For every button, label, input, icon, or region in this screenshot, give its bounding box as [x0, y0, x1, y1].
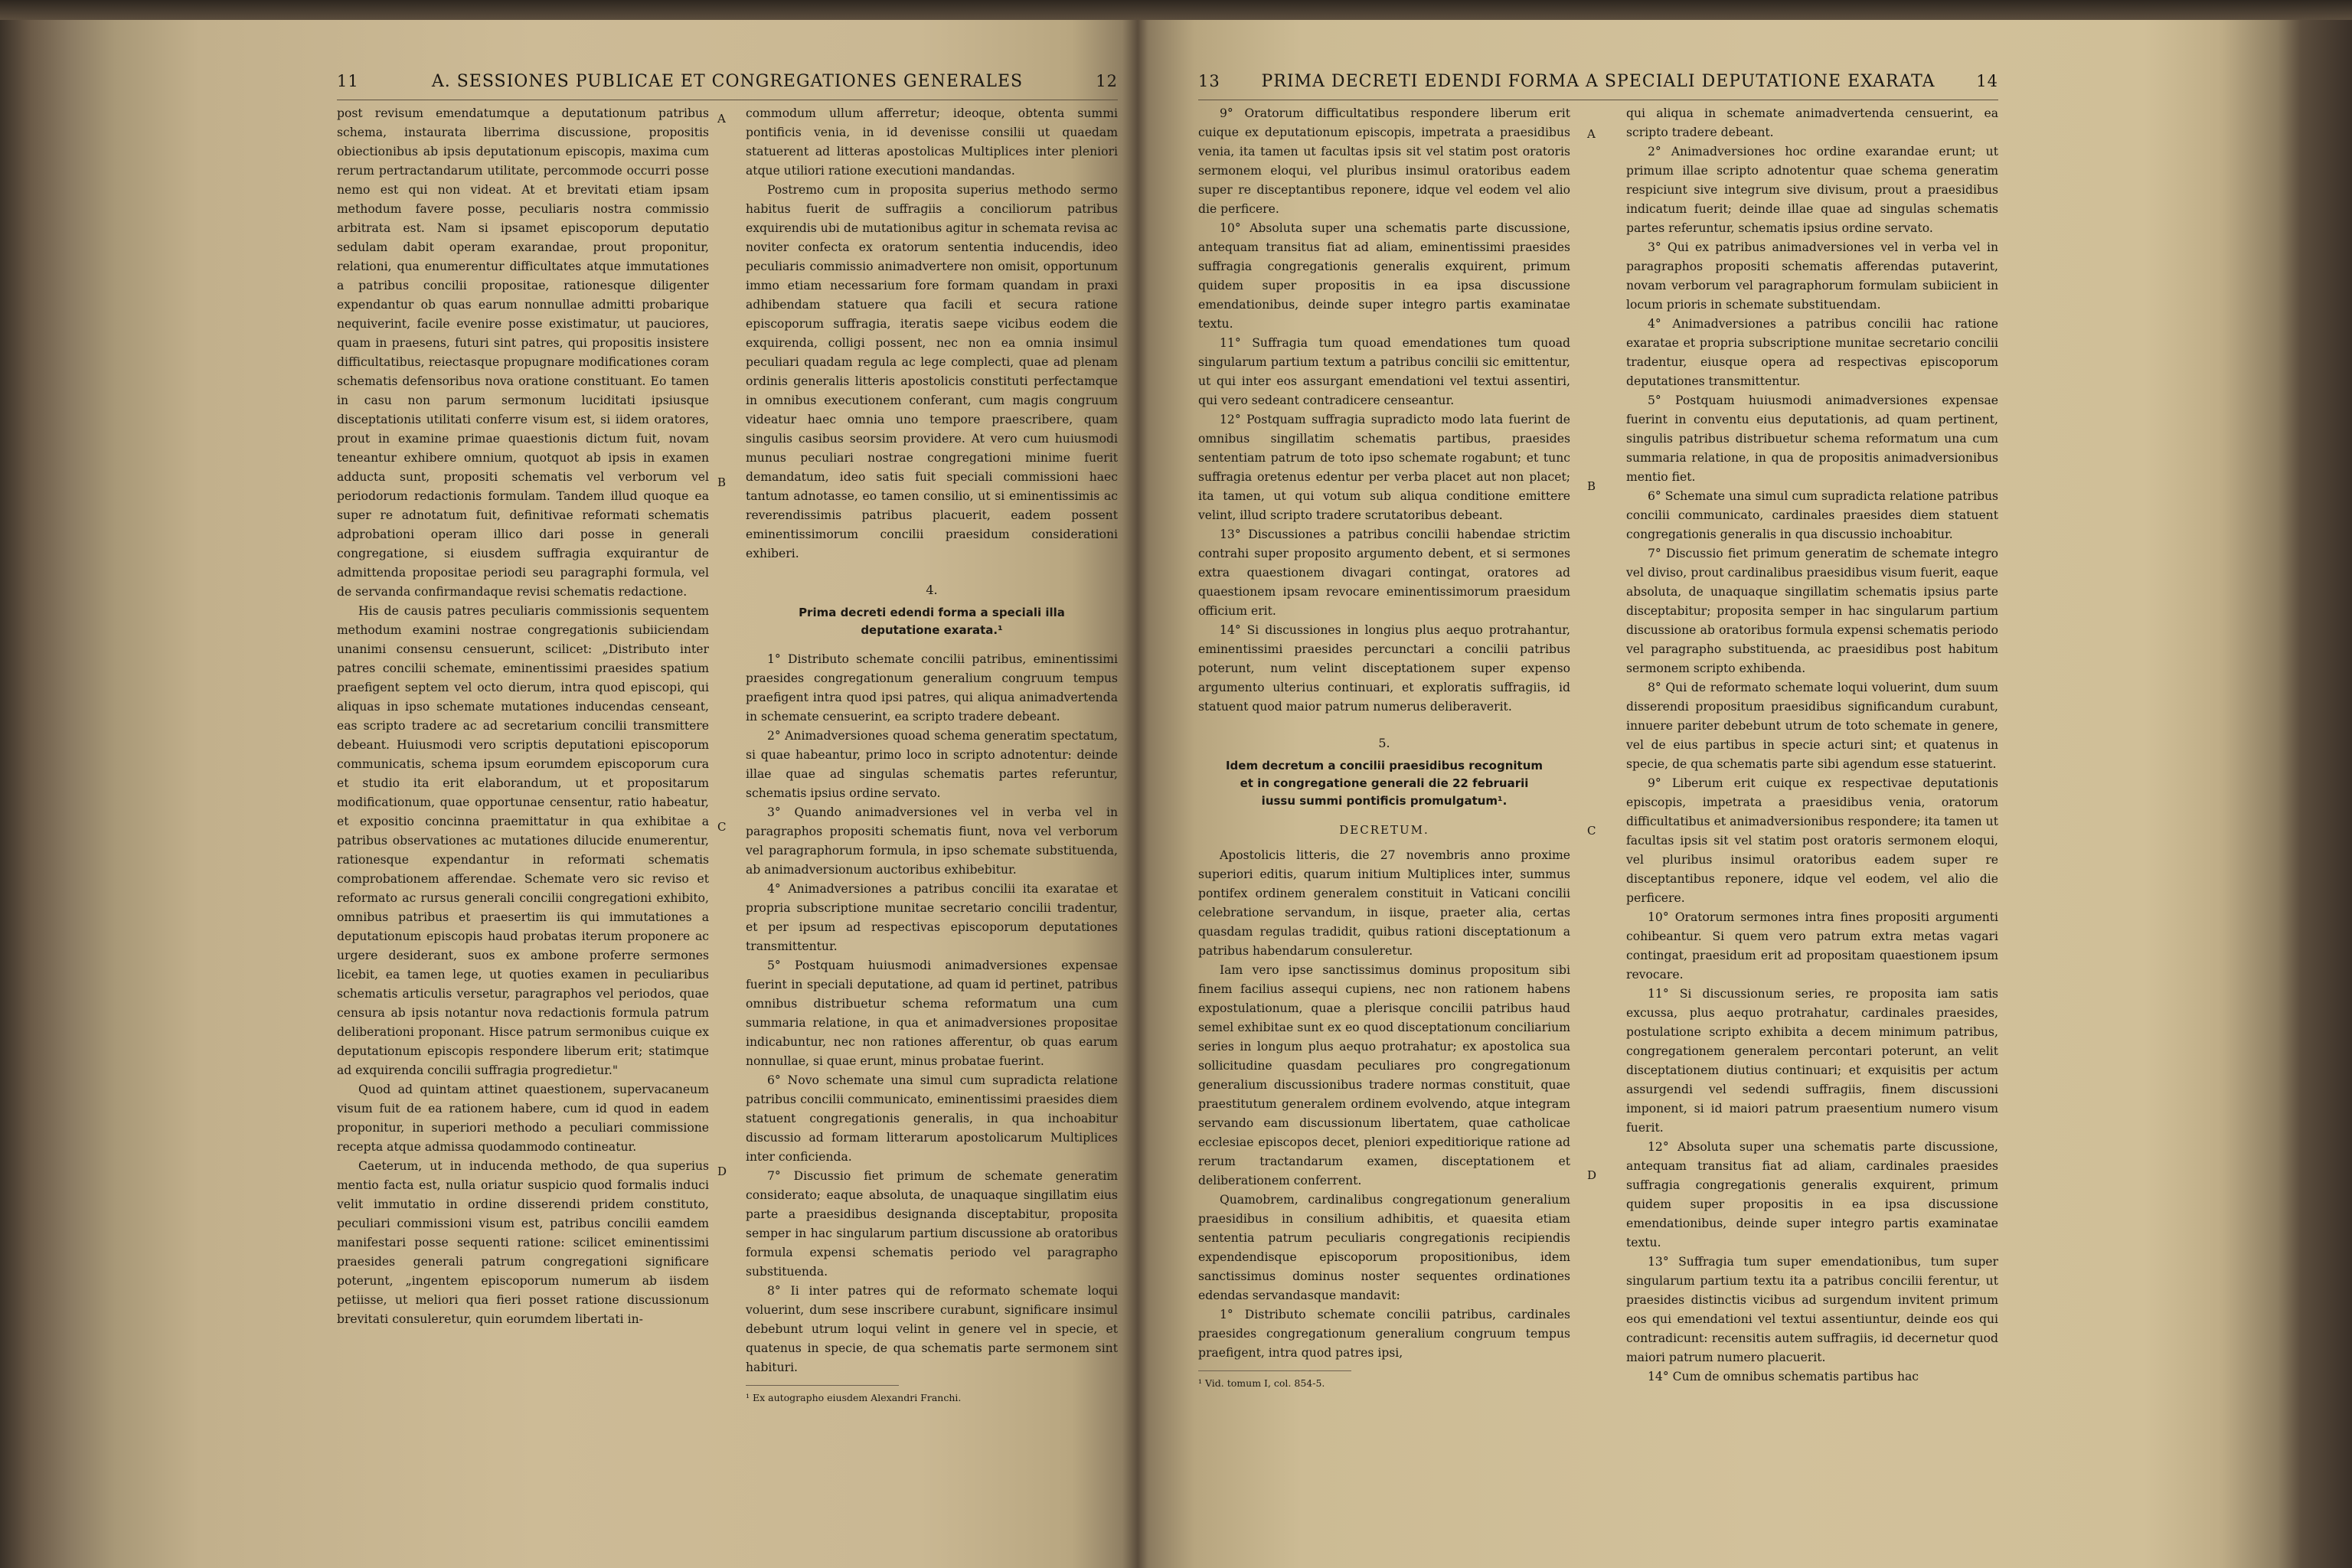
paragraph: 9° Oratorum difficultatibus respondere liberum erit cuique ex deputationum episcopis, impetrata a praesidibus venia, ita tamen ut facultas ipsis sit vel statim post oratoris sermonem eloqui, vel pluribus insimul oratoribus eadem super re disceptantibus reponere, idque vel eodem vel alio die perficere.	[1198, 106, 1570, 216]
paragraph: 6° Novo schemate una simul cum supradicta relatione patribus concilii communicato, eminentissimi praesides diem statuent congregationis generalis, in qua inchoabitur discussio ad formam litterarum apostolicarum Multiplices inter conficienda.	[746, 1073, 1118, 1164]
paragraph: 4° Animadversiones a patribus concilii hac ratione exaratae et propria subscriptione munitae secretario concilii tradentur, eiusque opera ad respectivas episcoporum deputationes transmittentur.	[1626, 317, 1998, 388]
paragraph: Postremo cum in proposita superius methodo sermo habitus fuerit de suffragiis a conciliorum patribus exquirendis ubi de mutationibus agitur in schemata revisa ac noviter confecta ex oratorum sententia inducendis, ideo peculiaris commissio animadvertere non omisit, opportunum immo etiam necessarium fore formam quandam in praxi adhibendam statuere qua facili et secura ratione episcoporum suffragia, iteratis saepe vicibus eodem die exquirenda, colligi possent, nec non ea omnia insimul peculiari quadam regula ac lege complecti, quae ad plenam ordinis generalis litteris apostolicis constituti perfectamque in omnibus executionem conferant, cum magis congruum videatur haec omnia uno tempore praescribere, quam singulis casibus seorsim providere. At vero cum huiusmodi munus peculiari nostrae congregationi minime fuerit demandatum, ideo satis fuit speciali commissioni haec tantum adnotasse, eo tamen consilio, ut si eminentissimis ac reverendissimis patribus placuerit, eadem possent eminentissimorum concilii praesidum considerationi exhiberi.	[746, 183, 1118, 560]
paragraph: 6° Schemate una simul cum supradicta relatione patribus concilii communicato, cardinales praesides diem statuent congregationis generalis in qua discussio inchoabitur.	[1626, 489, 1998, 541]
header-rule	[337, 95, 1118, 104]
left-page-header	[337, 61, 1118, 95]
left-page-columns	[337, 104, 1118, 1406]
paragraph: 12° Absoluta super una schematis parte discussione, antequam transitus fiat ad aliam, cardinales praesides suffragia congregationis generalis exquirent, primum quidem super propositis in ea ipsa discussione emendationibus, deinde super integro partis examinatae textu.	[1626, 1140, 1998, 1250]
paragraph: 2° Animadversiones hoc ordine exarandae erunt; ut primum illae scripto adnotentur quae schema generatim respiciunt sive integrum sive divisum, prout a praesidibus indicatum fuerit; deinde illae quae ad singulas schematis partes referuntur, schematis ipsius ordine servato.	[1626, 145, 1998, 235]
paragraph: 3° Qui ex patribus animadversiones vel in verba vel in paragraphos propositi schematis afferendas putaverint, novam verborum vel paragraphorum formulam subiicient in locum prioris in schemate substituendam.	[1626, 240, 1998, 312]
right-page-column-2	[1626, 104, 1998, 1391]
paragraph: 8° Ii inter patres qui de reformato schemate loqui voluerint, dum sese inscribere curabunt, significare insimul debebunt utrum loqui velint in genere vel in specie, et quatenus in specie, de qua schematis parte sermonem sint habituri.	[746, 1284, 1118, 1374]
right-page-header	[1198, 61, 1998, 95]
paragraph: 5° Postquam huiusmodi animadversiones expensae fuerint in conventu eius deputationis, ad quam pertinent, singulis patribus distribuetur schema reformatum una cum summaria relatione, in qua de propositis animadversionibus mentio fiet.	[1626, 394, 1998, 484]
paragraph: 9° Liberum erit cuique ex respectivae deputationis episcopis, impetrata a praesidibus venia, oratorum difficultatibus et animadversionibus respondere; ita tamen ut facultas ipsis sit vel statim post oratoris sermonem eloqui, vel pluribus insimul oratoribus eadem super re disceptantibus reponere, idque vel eodem, vel alio die perficere.	[1626, 776, 1998, 905]
margin-letter-a: A	[717, 112, 726, 126]
section-heading-line: deputatione exarata.¹	[861, 623, 1003, 637]
paragraph: 13° Discussiones a patribus concilii habendae strictim contrahi super proposito argumento debent, et si sermones extra quaestionem divagari contingat, oratores ad quaestionem ipsam revocare eminentissimorum praesidum officium erit.	[1198, 528, 1570, 618]
margin-letter-d: D	[717, 1165, 727, 1178]
paragraph: Iam vero ipse sanctissimus dominus propositum sibi finem facilius assequi cupiens, nec non rationem habens expostulationum, quae a plerisque concilii patribus haud semel exhibitae sunt ex eo quod disceptationum conciliarium series in longum plus aequo protrahatur; ex apostolica sua sollicitudine quasdam peculiares pro congregationum generalium discussionibus tradere normas constituit, quae praestitutum generalem ordinem evolvendo, atque integram servando eam discussionum libertatem, quae catholicae ecclesiae episcopos decet, pleniori expeditiorique ratione ad rerum tractandarum examen, disceptationem et deliberationem conferrent.	[1198, 963, 1570, 1187]
paragraph: 7° Discussio fiet primum generatim de schemate integro vel diviso, prout cardinalibus praesidibus visum fuerit, eaque absoluta, de unaquaque singillatim schematis ipsius parte disceptabitur; proposita semper in hac singularum partium discussione ab oratoribus formula expensi schematis periodo vel paragrapho substituenda, ac praesidibus post habitum sermonem scripto exhibenda.	[1626, 547, 1998, 675]
paragraph: 12° Postquam suffragia supradicto modo lata fuerint de omnibus singillatim schematis partibus, praesides sententiam patrum de toto ipso schemate rogabunt; et tunc suffragia oretenus edentur per verba placet aut non placet; ita tamen, ut qui votum sub aliqua conditione emittere velint, illud scripto tradere scrutatoribus debeant.	[1198, 413, 1570, 522]
running-title-left: A. SESSIONES PUBLICAE ET CONGREGATIONES GENERALES	[431, 72, 1024, 91]
page-number-12: 12	[1096, 72, 1118, 90]
header-rule	[1198, 95, 1998, 104]
paragraph: 3° Quando animadversiones vel in verba vel in paragraphos propositi schematis fiunt, nova vel verborum vel paragraphorum formula, in ipso schemate substituenda, ab animadversionum auctoribus exhibebitur.	[746, 805, 1118, 877]
left-page-column-2	[746, 104, 1118, 1406]
paragraph: Caeterum, ut in inducenda methodo, de qua superius mentio facta est, nulla oriatur suspicio quod formalis induci velit immutatio in ordine disserendi pridem constituto, peculiari commissioni visum est, patribus concilii eamdem manifestari posse sequenti ratione: scilicet eminentissimi praesides generali patrum congregationi significare poterunt, „ingentem episcoporum numerum ab iisdem petiisse, ut meliori qua fieri posset ratione discussionum brevitati consuleretur, quin eorumdem libertati in-	[337, 1159, 709, 1326]
section-heading	[746, 604, 1118, 639]
paragraph: 14° Cum de omnibus schematis partibus hac	[1648, 1370, 1919, 1383]
paragraph: commodum ullum afferretur; ideoque, obtenta summi pontificis venia, in id devenisse consilii ut quaedam statuerent ad litteras apostolicas Multiplices inter pleniori atque utiliori ratione executioni mandandas.	[746, 106, 1118, 178]
left-page-column-1	[337, 104, 709, 1406]
paragraph: 1° Distributo schemate concilii patribus, cardinales praesides congregationum generalium congruum tempus praefigent, intra quod patres ipsi,	[1198, 1308, 1570, 1360]
paragraph: 4° Animadversiones a patribus concilii ita exaratae et propria subscriptione munitae secretario concilii tradentur, et per ipsum ad respectivas episcoporum deputationes transmittentur.	[746, 882, 1118, 953]
section-heading-line: iussu summi pontificis promulgatum¹.	[1261, 794, 1508, 808]
page-number-11: 11	[337, 72, 359, 90]
paragraph: 2° Animadversiones quoad schema generatim spectatum, si quae habeantur, primo loco in scripto adnotentur: deinde illae quae ad singulas schematis partes referuntur, schematis ipsius ordine servato.	[746, 729, 1118, 800]
page-number-14: 14	[1976, 72, 1998, 90]
paragraph: Apostolicis litteris, die 27 novembris anno proxime superiori editis, quarum initium Multiplices inter, summus pontifex ordinem generalem constituit in Vaticani concilii celebratione servandum, in iisque, praeter alia, certas quasdam regulas tradidit, quibus rationi disceptationum a patribus habendarum consuleretur.	[1198, 848, 1570, 958]
paragraph: 14° Si discussiones in longius plus aequo protrahantur, eminentissimi praesides percunctari a concilii patribus poterunt, num velint disceptationem super expenso argumento ulterius continuari, et exploratis suffragiis, id statuent quod maior patrum numerus deliberaverit.	[1198, 623, 1570, 714]
paragraph: Quod ad quintam attinet quaestionem, supervacaneum visum fuit de ea rationem habere, cum id quod in eadem proponitur, in superiori methodo a peculiari commissione recepta atque admissa quodammodo contineatur.	[337, 1083, 709, 1154]
paragraph: 13° Suffragia tum super emendationibus, tum super singularum partium textu ita a patribus concilii ferentur, ut praesides distinctis vicibus ad surgendum invitent primum eos qui emendationi vel textui assentiuntur, deinde eos qui contradicunt: recensitis autem suffragiis, id decernetur quod maiori patrum numero placuerit.	[1626, 1255, 1998, 1364]
book-top-edge	[0, 0, 2352, 20]
right-page	[1198, 61, 1998, 1391]
footnote: ¹ Ex autographo eiusdem Alexandri Franchi.	[746, 1385, 899, 1406]
page-number-13: 13	[1198, 72, 1220, 90]
margin-letter-c: C	[717, 820, 727, 834]
paragraph: 10° Absoluta super una schematis parte discussione, antequam transitus fiat ad aliam, eminentissimi praesides suffragia congregationis generalis exquirent, primum quidem super propositis in ea ipsa discussione emendationibus, deinde super integro partis examinatae textu.	[1198, 221, 1570, 331]
section-heading	[1198, 757, 1570, 810]
margin-letter-d: D	[1587, 1168, 1597, 1182]
left-page	[337, 61, 1118, 1406]
section-heading-line: et in congregatione generali die 22 februarii	[1240, 776, 1529, 790]
running-title-right: PRIMA DECRETI EDENDI FORMA A SPECIALI DEPUTATIONE EXARATA	[1261, 72, 1936, 91]
paragraph: 8° Qui de reformato schemate loqui voluerint, dum suum disserendi propositum praesidibus significandum curabunt, innuere pariter debebunt utrum de toto schemate in genere, vel de eius partibus in specie acturi sint; et quatenus in specie, de qua schematis parte sibi agendum esse statuerint.	[1626, 681, 1998, 771]
margin-letter-c: C	[1587, 824, 1596, 838]
paragraph: post revisum emendatumque a deputationum patribus schema, instaurata liberrima discussione, propositis obiectionibus ab ipsis deputationum episcopis, maxima cum rerum pertractandarum utilitate, percommode occurri posse nemo est qui non videat. At et brevitati etiam ipsam methodum favere posse, peculiaris nostra commissio arbitrata est. Nam si ipsamet episcoporum deputatio sedulam dabit operam exarandae, prout proponitur, relationi, qua enumerentur difficultates atque immutationes a patribus concilii propositae, rationesque diligenter expendantur ob quas earum nonnullae admitti probarique nequiverint, facile evenire posse existimatur, ut pauciores, quam in praesens, futuri sint patres, qui propositis insistere difficultatibus, reiectasque propugnare modificationes coram schematis defensoribus nova oratione constituant. Eo tamen in casu non parum sermonum luciditati ipsiusque disceptationis utilitati conferre visum est, si iidem oratores, prout in examine primae quaestionis dictum fuit, novam teneantur exhibere omnium, quotquot ab ipsis in examen adducta sunt, propositi schematis vel verborum vel periodorum redactionis formulam. Tandem illud quoque ea super re adnotatum fuit, definitivae reformati schematis adprobationi operam illico dari posse in generali congregatione, si eiusdem suffragia exquirantur de admittenda propositae periodi seu paragraphi formula, vel de servanda confirmandaque revisi schematis redactione.	[337, 106, 709, 599]
paragraph: Quamobrem, cardinalibus congregationum generalium praesidibus in consilium adhibitis, et quaesita etiam sententia patrum peculiaris congregationis recipiendis expendendisque episcoporum propositionibus, idem sanctissimus dominus noster sequentes ordinationes edendas servandasque mandavit:	[1198, 1193, 1570, 1302]
section-heading-line: Prima decreti edendi forma a speciali illa	[799, 606, 1065, 619]
paragraph: 1° Distributo schemate concilii patribus, eminentissimi praesides congregationum generalium congruum tempus praefigent intra quod ipsi patres, qui aliqua animadvertenda in schemate censuerint, ea scripto tradere debeant.	[746, 652, 1118, 724]
paragraph: 11° Si discussionum series, re proposita iam satis excussa, plus aequo protrahatur, cardinales praesides, postulatione scripto exhibita a decem minimum patribus, congregationem generalem percontari poterunt, an velit disceptationem diutius continuari; et exquisitis per actum assurgendi vel sedendi suffragiis, finem discussioni imponent, si id maiori patrum praesentium numero visum fuerit.	[1626, 987, 1998, 1135]
section-number: 4.	[926, 583, 938, 597]
decretum-label: DECRETUM.	[1339, 823, 1429, 837]
section-heading-line: Idem decretum a concilii praesidibus recognitum	[1225, 759, 1544, 773]
paragraph: 10° Oratorum sermones intra fines propositi argumenti cohibeantur. Si quem vero patrum extra metas vagari contingat, praesidum erit ad propositam quaestionem ipsum revocare.	[1626, 910, 1998, 982]
margin-letter-a: A	[1587, 127, 1596, 141]
margin-letter-b: B	[1587, 479, 1596, 493]
footnote: ¹ Vid. tomum I, col. 854-5.	[1198, 1370, 1351, 1391]
paragraph: 11° Suffragia tum quoad emendationes tum quoad singularum partium textum a patribus concilii sic emittentur, ut qui inter eos assurgant emendationi vel textui assentiri, qui vero sedeant contradicere censeantur.	[1198, 336, 1570, 407]
paragraph: 5° Postquam huiusmodi animadversiones expensae fuerint in speciali deputatione, ad quam id pertinet, patribus omnibus distribuetur schema reformatum una cum summaria relatione, in qua et animadversiones propositae indicabuntur, nec non rationes afferentur, ob quas earum nonnullae, si quae erunt, minus probatae fuerint.	[746, 959, 1118, 1068]
section-number: 5.	[1378, 736, 1390, 750]
right-page-columns	[1198, 104, 1998, 1391]
margin-letter-b: B	[717, 475, 727, 489]
paragraph: qui aliqua in schemate animadvertenda censuerint, ea scripto tradere debeant.	[1626, 106, 1998, 139]
right-page-column-1	[1198, 104, 1570, 1391]
paragraph: His de causis patres peculiaris commissionis sequentem methodum examini nostrae congregationis subiiciendam unanimi consensu censuerunt, scilicet: „Distributo inter patres concilii schemate, eminentissimi praesides spatium praefigent septem vel octo dierum, intra quod episcopi, qui aliquas in ipso schemate mutationes inducendas censeant, eas scripto tradere ac ad secretarium concilii transmittere debeant. Huiusmodi vero scriptis deputationi episcoporum communicatis, schema ipsum eorumdem episcoporum cura et studio ita erit elaborandum, ut et propositarum modificationum, quae opportunae censentur, ratio habeatur, et expositio concinna praemittatur in qua exhibitae a patribus observationes ac mutationes dilucide enumerentur, rationesque expendantur in reformati schematis comprobationem afferendae. Schemate vero sic reviso et reformato ac rursus generali concilii congregationi exhibito, omnibus patribus et praesertim iis qui immutationes a deputationum episcopis haud probatas iterum proponere ac urgere desiderant, suos ex ambone proferre sermones licebit, ea tamen lege, ut quoties examen in peculiaribus schematis articulis versetur, paragraphos vel periodos, quae censura ab ipsis notantur nova redactionis formula patrum deliberationi proponant. Hisce patrum sermonibus cuique ex deputationum episcopis respondere liberum erit; statimque ad exquirenda concilii suffragia progredietur."	[337, 604, 709, 1077]
paragraph: 7° Discussio fiet primum de schemate generatim considerato; eaque absoluta, de unaquaque singillatim eius parte a praesidibus designanda disceptabitur, proposita semper in hac singularum partium discussione ab oratoribus formula expensi schematis periodo vel paragrapho substituenda.	[746, 1169, 1118, 1279]
